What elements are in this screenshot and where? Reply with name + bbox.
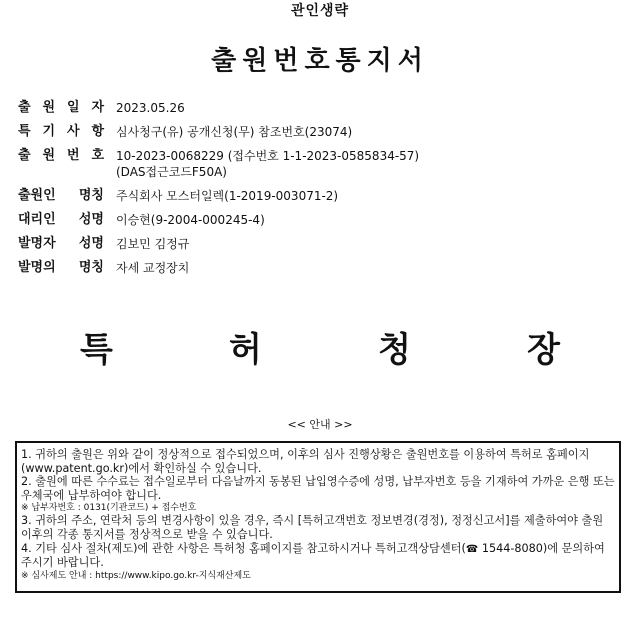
field-row-special-notes: [18, 124, 419, 148]
field-value: 주식회사 모스터일렉(1-2019-003071-2): [116, 189, 339, 203]
field-row-invention-title: [18, 260, 419, 284]
field-value: 2023.05.26: [116, 101, 185, 115]
field-value: 이승현(9-2004-000245-4): [116, 213, 265, 227]
notice-text: 4. 기타 심사 절차(제도)에 관한 사항은 특허청 홈페이지를 참고하시거나 특허고객상담센터(: [21, 541, 466, 555]
issuer-char: 장: [527, 330, 560, 370]
field-label: 특 기 사 항: [18, 124, 104, 139]
field-row-applicant: [18, 188, 419, 212]
field-value: 10-2023-0068229 (접수번호 1-1-2023-0585834-57): [116, 149, 420, 163]
field-value: 자세 교정장치: [116, 261, 190, 275]
field-label: 출 원 일 자: [18, 100, 104, 115]
telephone-icon: ☎: [465, 543, 479, 555]
notice-item: 3. 귀하의 주소, 연락처 등의 변경사항이 있을 경우, 즉시 [특허고객번호 정보변경(경정), 정정신고서]를 제출하여야 출원 이후의 각종 통지서를 정상적으로 받을 수 있습니다.: [21, 514, 604, 541]
issuer-signature: [80, 322, 560, 371]
notice-item-contact: [21, 542, 615, 570]
issuer-char: 특: [80, 330, 113, 370]
issuer-char: 청: [378, 330, 411, 370]
field-label: 대리인 성명: [18, 212, 104, 227]
notice-footnote: ※ 심사제도 안내 : https://www.kipo.go.kr-지식재산제도: [21, 570, 251, 581]
notice-text: 1544-8080)에 문의하여 주시기 바랍니다.: [21, 541, 605, 570]
official-seal-omitted-note: 관인생략: [290, 3, 350, 19]
field-label: 발명자 성명: [18, 236, 104, 251]
field-label: 발명의 명칭: [18, 260, 104, 275]
notice-item: 1. 귀하의 출원은 위와 같이 정상적으로 접수되었으며, 이후의 심사 진행상황은 출원번호를 이용하여 특허로 홈페이지(www.patent.go.kr)에서 확인하실 수 있습니다.: [21, 448, 590, 475]
field-value-das-code: (DAS접근코드F50A): [116, 165, 227, 179]
field-row-inventors: [18, 236, 419, 260]
document-title: 출원번호통지서: [211, 46, 429, 76]
field-value: 심사청구(유) 공개신청(무) 참조번호(23074): [116, 125, 353, 139]
guide-title: << 안내 >>: [287, 418, 353, 431]
application-info-table: [18, 100, 419, 284]
field-row-agent: [18, 212, 419, 236]
notice-box: [15, 441, 621, 593]
field-row-application-number: [18, 148, 419, 188]
field-label: 출원인 명칭: [18, 188, 104, 203]
field-row-filing-date: [18, 100, 419, 124]
field-label: 출 원 번 호: [18, 148, 104, 163]
notice-item: 2. 출원에 따른 수수료는 접수일로부터 다음날까지 동봉된 납입영수증에 성명, 납부자번호 등을 기재하여 가까운 은행 또는 우체국에 납부하여야 합니다.: [21, 475, 615, 502]
notice-footnote: ※ 납부자번호 : 0131(기관코드) + 접수번호: [21, 503, 197, 514]
field-value: 김보민 김정규: [116, 237, 190, 251]
field-value-group: [116, 148, 419, 188]
issuer-char: 허: [229, 330, 262, 370]
